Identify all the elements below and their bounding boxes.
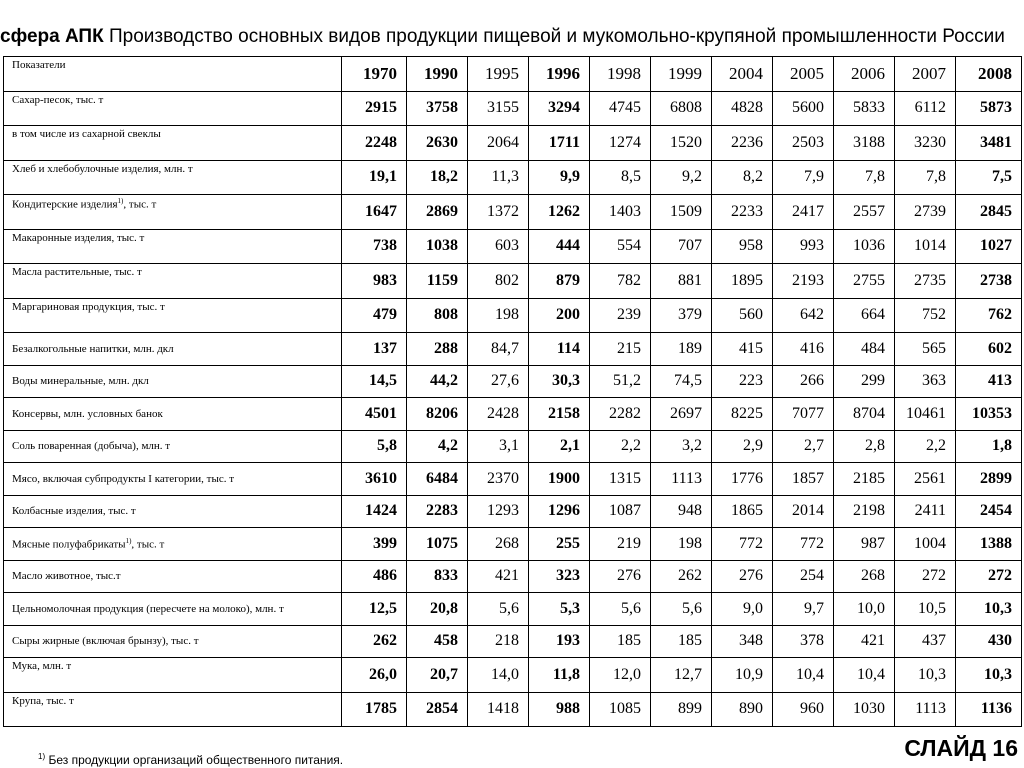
value-cell: 2248 (342, 126, 407, 161)
table-row (4, 264, 1022, 299)
value-cell: 51,2 (590, 365, 651, 398)
value-cell: 218 (468, 625, 529, 658)
row-label: Безалкогольные напитки, млн. дкл (12, 342, 174, 355)
table-row (4, 298, 1022, 333)
value-cell: 5873 (956, 91, 1022, 126)
value-cell: 5,6 (468, 593, 529, 626)
value-cell: 10,4 (773, 658, 834, 693)
value-cell: 5833 (834, 91, 895, 126)
value-cell: 2697 (651, 398, 712, 431)
year-header-cell: 1990 (407, 57, 468, 92)
value-cell: 3758 (407, 91, 468, 126)
year-header-cell: 1995 (468, 57, 529, 92)
value-cell: 1520 (651, 126, 712, 161)
value-cell: 363 (895, 365, 956, 398)
table-row (4, 91, 1022, 126)
value-cell: 84,7 (468, 333, 529, 366)
row-label-cell (4, 593, 342, 626)
value-cell: 4828 (712, 91, 773, 126)
value-cell: 993 (773, 229, 834, 264)
value-cell: 7,8 (834, 160, 895, 195)
value-cell: 1315 (590, 463, 651, 496)
value-cell: 2630 (407, 126, 468, 161)
value-cell: 7,9 (773, 160, 834, 195)
value-cell: 2282 (590, 398, 651, 431)
row-label-tail: , тыс. т (131, 538, 165, 551)
value-cell: 10461 (895, 398, 956, 431)
table-header-row (4, 57, 1022, 92)
value-cell: 1711 (529, 126, 590, 161)
value-cell: 752 (895, 298, 956, 333)
value-cell: 1388 (956, 528, 1022, 561)
value-cell: 1027 (956, 229, 1022, 264)
value-cell: 421 (834, 625, 895, 658)
table-row (4, 495, 1022, 528)
row-label: Масла растительные, тыс. т (12, 266, 142, 278)
row-label: в том числе из сахарной свеклы (12, 128, 161, 140)
value-cell: 2236 (712, 126, 773, 161)
header-label-cell: Показатели (4, 57, 342, 92)
value-cell: 272 (895, 560, 956, 593)
value-cell: 1647 (342, 195, 407, 230)
value-cell: 1113 (651, 463, 712, 496)
value-cell: 1274 (590, 126, 651, 161)
row-label-footnote-marker: 1) (117, 197, 124, 205)
value-cell: 189 (651, 333, 712, 366)
value-cell: 268 (834, 560, 895, 593)
production-table (3, 56, 1022, 727)
value-cell: 378 (773, 625, 834, 658)
row-label-tail: , тыс. т (123, 198, 157, 211)
value-cell: 2,7 (773, 430, 834, 463)
value-cell: 9,2 (651, 160, 712, 195)
row-label: Хлеб и хлебобулочные изделия, млн. т (12, 162, 193, 175)
value-cell: 348 (712, 625, 773, 658)
value-cell: 254 (773, 560, 834, 593)
row-label: Макаронные изделия, тыс. т (12, 231, 145, 244)
value-cell: 2869 (407, 195, 468, 230)
value-cell: 239 (590, 298, 651, 333)
row-label-cell (4, 229, 342, 264)
value-cell: 1865 (712, 495, 773, 528)
value-cell: 642 (773, 298, 834, 333)
value-cell: 198 (651, 528, 712, 561)
value-cell: 2739 (895, 195, 956, 230)
year-header-cell: 1998 (590, 57, 651, 92)
year-header-cell: 2005 (773, 57, 834, 92)
year-header-cell: 1996 (529, 57, 590, 92)
value-cell: 11,3 (468, 160, 529, 195)
value-cell: 479 (342, 298, 407, 333)
value-cell: 3188 (834, 126, 895, 161)
value-cell: 1857 (773, 463, 834, 496)
value-cell: 1418 (468, 692, 529, 727)
value-cell: 1296 (529, 495, 590, 528)
value-cell: 1,8 (956, 430, 1022, 463)
row-label-cell (4, 692, 342, 727)
value-cell: 8206 (407, 398, 468, 431)
value-cell: 262 (651, 560, 712, 593)
value-cell: 890 (712, 692, 773, 727)
table-row (4, 692, 1022, 727)
value-cell: 3294 (529, 91, 590, 126)
value-cell: 7,5 (956, 160, 1022, 195)
value-cell: 560 (712, 298, 773, 333)
table-row (4, 398, 1022, 431)
value-cell: 8,2 (712, 160, 773, 195)
value-cell: 276 (712, 560, 773, 593)
value-cell: 10,3 (895, 658, 956, 693)
table-row (4, 658, 1022, 693)
year-header-cell: 1970 (342, 57, 407, 92)
value-cell: 1900 (529, 463, 590, 496)
row-label-cell (4, 430, 342, 463)
row-label-cell (4, 463, 342, 496)
value-cell: 5,8 (342, 430, 407, 463)
value-cell: 2283 (407, 495, 468, 528)
value-cell: 268 (468, 528, 529, 561)
value-cell: 7077 (773, 398, 834, 431)
value-cell: 12,7 (651, 658, 712, 693)
value-cell: 772 (773, 528, 834, 561)
value-cell: 399 (342, 528, 407, 561)
value-cell: 2158 (529, 398, 590, 431)
value-cell: 603 (468, 229, 529, 264)
value-cell: 5,3 (529, 593, 590, 626)
row-label: Колбасные изделия, тыс. т (12, 505, 136, 518)
value-cell: 8225 (712, 398, 773, 431)
value-cell: 2561 (895, 463, 956, 496)
value-cell: 276 (590, 560, 651, 593)
value-cell: 9,0 (712, 593, 773, 626)
table-row (4, 528, 1022, 561)
value-cell: 27,6 (468, 365, 529, 398)
value-cell: 565 (895, 333, 956, 366)
row-label-cell (4, 333, 342, 366)
value-cell: 4745 (590, 91, 651, 126)
value-cell: 808 (407, 298, 468, 333)
row-label: Маргариновая продукция, тыс. т (12, 300, 165, 313)
value-cell: 2503 (773, 126, 834, 161)
value-cell: 10353 (956, 398, 1022, 431)
table-row (4, 195, 1022, 230)
value-cell: 1036 (834, 229, 895, 264)
value-cell: 413 (956, 365, 1022, 398)
value-cell: 416 (773, 333, 834, 366)
value-cell: 5,6 (590, 593, 651, 626)
value-cell: 3610 (342, 463, 407, 496)
value-cell: 3230 (895, 126, 956, 161)
value-cell: 983 (342, 264, 407, 299)
value-cell: 4,2 (407, 430, 468, 463)
table-row (4, 229, 1022, 264)
value-cell: 1136 (956, 692, 1022, 727)
value-cell: 323 (529, 560, 590, 593)
row-label: Масло животное, тыс.т (12, 570, 121, 583)
value-cell: 1030 (834, 692, 895, 727)
value-cell: 2198 (834, 495, 895, 528)
row-label-cell (4, 195, 342, 230)
value-cell: 114 (529, 333, 590, 366)
value-cell: 8,5 (590, 160, 651, 195)
value-cell: 223 (712, 365, 773, 398)
value-cell: 255 (529, 528, 590, 561)
value-cell: 6808 (651, 91, 712, 126)
value-cell: 5,6 (651, 593, 712, 626)
value-cell: 137 (342, 333, 407, 366)
value-cell: 12,0 (590, 658, 651, 693)
table-row (4, 560, 1022, 593)
value-cell: 215 (590, 333, 651, 366)
value-cell: 262 (342, 625, 407, 658)
table-row (4, 463, 1022, 496)
value-cell: 3155 (468, 91, 529, 126)
value-cell: 18,2 (407, 160, 468, 195)
value-cell: 960 (773, 692, 834, 727)
value-cell: 2557 (834, 195, 895, 230)
value-cell: 2,1 (529, 430, 590, 463)
value-cell: 9,9 (529, 160, 590, 195)
table-row (4, 126, 1022, 161)
row-label: Мясные полуфабрикаты (12, 538, 126, 551)
value-cell: 2915 (342, 91, 407, 126)
value-cell: 185 (590, 625, 651, 658)
slide-title (0, 26, 1024, 52)
value-cell: 299 (834, 365, 895, 398)
row-label-footnote-marker: 1) (125, 536, 132, 545)
value-cell: 2,2 (590, 430, 651, 463)
value-cell: 2417 (773, 195, 834, 230)
value-cell: 74,5 (651, 365, 712, 398)
value-cell: 266 (773, 365, 834, 398)
value-cell: 881 (651, 264, 712, 299)
value-cell: 1038 (407, 229, 468, 264)
value-cell: 2755 (834, 264, 895, 299)
value-cell: 1014 (895, 229, 956, 264)
row-label: Соль поваренная (добыча), млн. т (12, 440, 171, 453)
value-cell: 219 (590, 528, 651, 561)
value-cell: 272 (956, 560, 1022, 593)
row-label: Мясо, включая субпродукты I категории, тыс. т (12, 472, 235, 485)
row-label: Консервы, млн. условных банок (12, 407, 163, 420)
value-cell: 602 (956, 333, 1022, 366)
value-cell: 2854 (407, 692, 468, 727)
value-cell: 20,8 (407, 593, 468, 626)
value-cell: 833 (407, 560, 468, 593)
value-cell: 14,0 (468, 658, 529, 693)
year-header-cell: 1999 (651, 57, 712, 92)
value-cell: 707 (651, 229, 712, 264)
value-cell: 415 (712, 333, 773, 366)
table-row (4, 625, 1022, 658)
value-cell: 44,2 (407, 365, 468, 398)
value-cell: 6484 (407, 463, 468, 496)
year-header-cell: 2008 (956, 57, 1022, 92)
value-cell: 444 (529, 229, 590, 264)
value-cell: 185 (651, 625, 712, 658)
value-cell: 11,8 (529, 658, 590, 693)
footnote-text: Без продукции организаций общественного питания. (45, 753, 344, 767)
row-label-cell (4, 625, 342, 658)
value-cell: 1895 (712, 264, 773, 299)
value-cell: 7,8 (895, 160, 956, 195)
value-cell: 2185 (834, 463, 895, 496)
value-cell: 198 (468, 298, 529, 333)
value-cell: 10,0 (834, 593, 895, 626)
value-cell: 879 (529, 264, 590, 299)
value-cell: 987 (834, 528, 895, 561)
row-label-cell (4, 126, 342, 161)
value-cell: 1424 (342, 495, 407, 528)
value-cell: 1004 (895, 528, 956, 561)
row-label-cell (4, 495, 342, 528)
value-cell: 12,5 (342, 593, 407, 626)
value-cell: 2899 (956, 463, 1022, 496)
row-label-cell (4, 160, 342, 195)
value-cell: 2428 (468, 398, 529, 431)
value-cell: 437 (895, 625, 956, 658)
value-cell: 988 (529, 692, 590, 727)
table-body (4, 57, 1022, 727)
title-text: Производство основных видов продукции пищевой и мукомольно-крупяной промышленности России (103, 26, 1005, 47)
row-label: Цельномолочная продукция (пересчете на молоко), млн. т (12, 602, 284, 615)
row-label-cell (4, 560, 342, 593)
value-cell: 430 (956, 625, 1022, 658)
value-cell: 10,3 (956, 658, 1022, 693)
value-cell: 1262 (529, 195, 590, 230)
value-cell: 10,4 (834, 658, 895, 693)
value-cell: 200 (529, 298, 590, 333)
value-cell: 5600 (773, 91, 834, 126)
value-cell: 484 (834, 333, 895, 366)
year-header-cell: 2004 (712, 57, 773, 92)
value-cell: 899 (651, 692, 712, 727)
table-row (4, 430, 1022, 463)
value-cell: 1159 (407, 264, 468, 299)
value-cell: 2735 (895, 264, 956, 299)
value-cell: 772 (712, 528, 773, 561)
value-cell: 3,2 (651, 430, 712, 463)
row-label-cell (4, 365, 342, 398)
row-label: Воды минеральные, млн. дкл (12, 375, 149, 388)
value-cell: 782 (590, 264, 651, 299)
value-cell: 2,9 (712, 430, 773, 463)
value-cell: 2,8 (834, 430, 895, 463)
footnote (38, 752, 343, 767)
value-cell: 10,5 (895, 593, 956, 626)
value-cell: 10,3 (956, 593, 1022, 626)
row-label-cell (4, 398, 342, 431)
year-header-cell: 2007 (895, 57, 956, 92)
value-cell: 2014 (773, 495, 834, 528)
value-cell: 19,1 (342, 160, 407, 195)
value-cell: 10,9 (712, 658, 773, 693)
value-cell: 2845 (956, 195, 1022, 230)
value-cell: 802 (468, 264, 529, 299)
value-cell: 486 (342, 560, 407, 593)
value-cell: 4501 (342, 398, 407, 431)
table-row (4, 593, 1022, 626)
value-cell: 2370 (468, 463, 529, 496)
value-cell: 9,7 (773, 593, 834, 626)
value-cell: 458 (407, 625, 468, 658)
value-cell: 664 (834, 298, 895, 333)
value-cell: 288 (407, 333, 468, 366)
value-cell: 1075 (407, 528, 468, 561)
row-label-cell (4, 528, 342, 561)
row-label-cell (4, 264, 342, 299)
row-label: Сыры жирные (включая брынзу), тыс. т (12, 635, 199, 648)
row-label-cell (4, 658, 342, 693)
value-cell: 738 (342, 229, 407, 264)
row-label: Сахар-песок, тыс. т (12, 93, 104, 106)
row-label: Крупа, тыс. т (12, 694, 74, 707)
value-cell: 26,0 (342, 658, 407, 693)
value-cell: 554 (590, 229, 651, 264)
value-cell: 2193 (773, 264, 834, 299)
value-cell: 2233 (712, 195, 773, 230)
value-cell: 1785 (342, 692, 407, 727)
value-cell: 1372 (468, 195, 529, 230)
value-cell: 8704 (834, 398, 895, 431)
value-cell: 1509 (651, 195, 712, 230)
value-cell: 1293 (468, 495, 529, 528)
row-label-cell (4, 91, 342, 126)
value-cell: 1776 (712, 463, 773, 496)
value-cell: 379 (651, 298, 712, 333)
value-cell: 1113 (895, 692, 956, 727)
value-cell: 193 (529, 625, 590, 658)
value-cell: 1087 (590, 495, 651, 528)
value-cell: 948 (651, 495, 712, 528)
value-cell: 2454 (956, 495, 1022, 528)
value-cell: 958 (712, 229, 773, 264)
year-header-cell: 2006 (834, 57, 895, 92)
value-cell: 2,2 (895, 430, 956, 463)
value-cell: 3,1 (468, 430, 529, 463)
value-cell: 14,5 (342, 365, 407, 398)
value-cell: 2064 (468, 126, 529, 161)
value-cell: 762 (956, 298, 1022, 333)
value-cell: 1403 (590, 195, 651, 230)
row-label-cell (4, 298, 342, 333)
value-cell: 30,3 (529, 365, 590, 398)
value-cell: 6112 (895, 91, 956, 126)
table-row (4, 160, 1022, 195)
footnote-marker: 1) (38, 752, 46, 761)
table-row (4, 365, 1022, 398)
value-cell: 20,7 (407, 658, 468, 693)
value-cell: 2411 (895, 495, 956, 528)
row-label: Мука, млн. т (12, 660, 72, 672)
table-row (4, 333, 1022, 366)
value-cell: 3481 (956, 126, 1022, 161)
value-cell: 1085 (590, 692, 651, 727)
slide-number: СЛАЙД 16 (904, 735, 1018, 761)
row-label: Кондитерские изделия (12, 198, 118, 211)
value-cell: 2738 (956, 264, 1022, 299)
value-cell: 421 (468, 560, 529, 593)
title-bold: сфера АПК (0, 26, 104, 47)
